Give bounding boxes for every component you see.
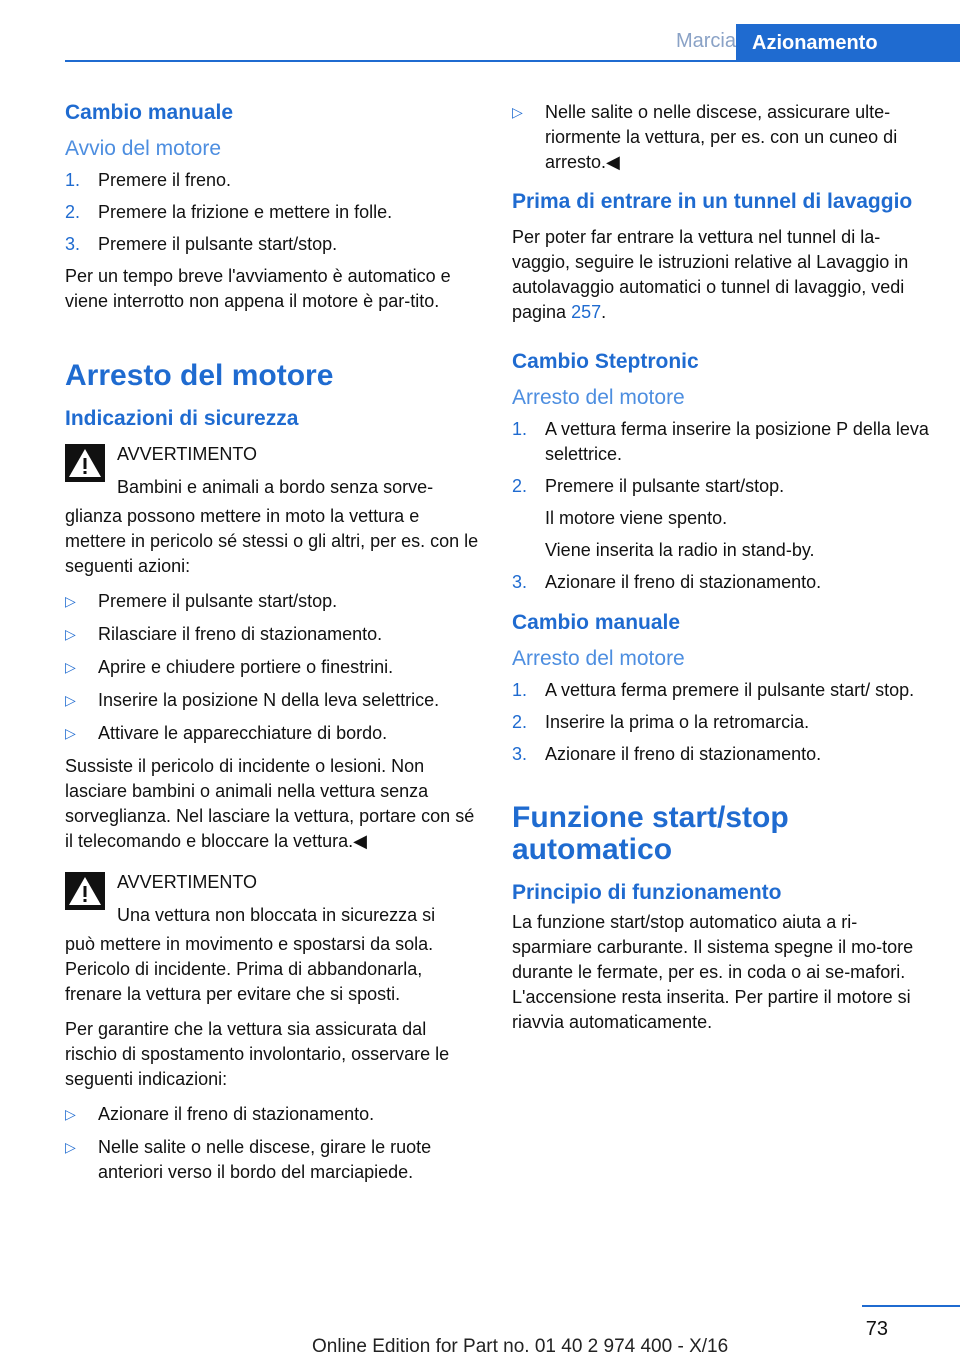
bullet-triangle-icon: ▷ — [65, 725, 76, 741]
warning-text-start: Bambini e animali a bordo senza sorve- — [117, 477, 434, 497]
warning-triangle-icon — [65, 872, 105, 910]
step-text: Premere il freno. — [98, 170, 232, 190]
list-item — [65, 168, 480, 193]
heading-cambio-manuale: Cambio manuale — [65, 101, 234, 124]
manuale-steps-list — [512, 678, 932, 767]
bullet-text: Aprire e chiudere portiere o finestrini. — [98, 657, 394, 677]
step-number: 2. — [512, 476, 528, 496]
heading-principio: Principio di funzionamento — [512, 881, 782, 904]
steptronic-steps-list — [512, 417, 932, 595]
tunnel-text-body: Per poter far entrare la vettura nel tunnel di la-vaggio, seguire le istruzioni relative al Lavaggio in autolavaggio automatici o tunnel di lavaggio, vedi pagina — [512, 227, 909, 322]
principio-text: La funzione start/stop automatico aiuta a ri-sparmiare carburante. Il sistema spegne il mo-tore durante le fermate, per es. in coda o ai se-mafori. L'accensione resta inserita. Per partire il motore si riavvia automaticamente. — [512, 912, 914, 1032]
heading-arresto-motore: Arresto del motore — [65, 359, 334, 392]
page-number: 73 — [865, 1318, 888, 1340]
list-item — [512, 570, 932, 595]
warning-block-1 — [65, 442, 480, 500]
heading-tunnel-lavaggio: Prima di entrare in un tunnel di lavaggio — [512, 190, 913, 213]
step-text: Inserire la prima o la retromarcia. — [545, 712, 810, 732]
list-item — [65, 200, 480, 225]
list-item — [512, 742, 932, 767]
step-number: 3. — [65, 234, 81, 254]
right-column — [512, 100, 932, 1045]
step-text: Premere il pulsante start/stop. — [545, 476, 785, 496]
bullet-triangle-icon: ▷ — [65, 659, 76, 675]
list-item — [65, 1135, 480, 1185]
bullet-text: Nelle salite o nelle discese, girare le ruote anteriori verso il bordo del marciapiede. — [98, 1137, 432, 1182]
bullet-triangle-icon: ▷ — [65, 1106, 76, 1122]
warning-text-start: Una vettura non bloccata in sicurezza si — [117, 905, 436, 925]
warning-triangle-icon — [65, 444, 105, 482]
step-number: 1. — [65, 170, 81, 190]
step-text: Premere il pulsante start/stop. — [98, 234, 338, 254]
step-text: A vettura ferma inserire la posizione P della leva selettrice. — [545, 419, 929, 464]
heading-arresto-motore-manuale: Arresto del motore — [512, 647, 685, 670]
footer-rule — [862, 1305, 960, 1307]
bullet-text: Nelle salite o nelle discese, assicurare ulte-riormente la vettura, per es. con un cuneo di arresto.◀ — [545, 102, 898, 172]
sentence-end: . — [601, 302, 607, 322]
header-tab-chapter: Azionamento — [736, 24, 960, 62]
page-reference-link[interactable]: 257 — [571, 302, 602, 322]
warning-closing: Sussiste il pericolo di incidente o lesioni. Non lasciare bambini o animali nella vettura senza sorveglianza. Nel lasciare la vettura, portare con sé il telecomando e bloccare la vettura.◀ — [65, 756, 475, 851]
step-number: 1. — [512, 680, 528, 700]
left-column — [65, 100, 480, 1193]
step-number: 2. — [65, 202, 81, 222]
step-number: 1. — [512, 419, 528, 439]
list-item — [65, 232, 480, 257]
bullet-text: Azionare il freno di stazionamento. — [98, 1104, 375, 1124]
step-subtext: Il motore viene spento. — [545, 508, 728, 528]
warning-text-cont: glianza possono mettere in moto la vettura e mettere in pericolo sé stessi o gli altri, per es. con le seguenti azioni: — [65, 506, 479, 576]
heading-arresto-motore-steptronic: Arresto del motore — [512, 386, 685, 409]
warning-para: Per garantire che la vettura sia assicurata dal rischio di spostamento involontario, osservare le seguenti indicazioni: — [65, 1019, 450, 1089]
step-text: A vettura ferma premere il pulsante start/ stop. — [545, 680, 915, 700]
secure-list — [65, 1102, 480, 1185]
bullet-text: Inserire la posizione N della leva selettrice. — [98, 690, 440, 710]
bullet-triangle-icon: ▷ — [65, 1139, 76, 1155]
heading-cambio-steptronic: Cambio Steptronic — [512, 350, 699, 373]
bullet-triangle-icon: ▷ — [65, 692, 76, 708]
step-number: 3. — [512, 744, 528, 764]
list-item — [512, 417, 932, 467]
avvio-note: Per un tempo breve l'avviamento è automatico e viene interrotto non appena il motore è par-tito. — [65, 266, 451, 311]
step-text: Premere la frizione e mettere in folle. — [98, 202, 393, 222]
step-text: Azionare il freno di stazionamento. — [545, 572, 822, 592]
secure-list-cont — [512, 100, 932, 175]
header-tab-section: Marcia — [675, 30, 736, 52]
warning-block-2 — [65, 870, 480, 928]
bullet-text: Rilasciare il freno di stazionamento. — [98, 624, 383, 644]
warning-title: AVVERTIMENTO — [117, 872, 258, 892]
avvio-steps-list — [65, 168, 480, 257]
list-item — [65, 589, 480, 614]
list-item — [65, 688, 480, 713]
header-rule — [65, 60, 960, 62]
tunnel-text — [512, 225, 932, 325]
step-number: 2. — [512, 712, 528, 732]
list-item — [512, 678, 932, 703]
step-number: 3. — [512, 572, 528, 592]
list-item — [512, 474, 932, 563]
step-text: Azionare il freno di stazionamento. — [545, 744, 822, 764]
bullet-text: Attivare le apparecchiature di bordo. — [98, 723, 388, 743]
heading-funzione-start-stop: Funzione start/stop automatico — [512, 801, 789, 866]
bullet-triangle-icon: ▷ — [512, 104, 523, 120]
warning-text-cont: può mettere in movimento e spostarsi da sola. Pericolo di incidente. Prima di abbandonarla, frenare la vettura per evitare che si sposti. — [65, 934, 434, 1004]
bullet-text: Premere il pulsante start/stop. — [98, 591, 338, 611]
heading-cambio-manuale-arresto: Cambio manuale — [512, 611, 681, 634]
footer-edition: Online Edition for Part no. 01 40 2 974 400 - X/16 — [312, 1336, 729, 1357]
warning-title: AVVERTIMENTO — [117, 444, 258, 464]
heading-indicazioni-sicurezza: Indicazioni di sicurezza — [65, 407, 299, 430]
list-item — [512, 100, 932, 175]
warning-actions-list — [65, 589, 480, 746]
list-item — [65, 622, 480, 647]
list-item — [65, 721, 480, 746]
step-subtext: Viene inserita la radio in stand-by. — [545, 540, 815, 560]
list-item — [512, 710, 932, 735]
list-item — [65, 1102, 480, 1127]
bullet-triangle-icon: ▷ — [65, 593, 76, 609]
bullet-triangle-icon: ▷ — [65, 626, 76, 642]
heading-avvio-motore: Avvio del motore — [65, 137, 222, 160]
list-item — [65, 655, 480, 680]
